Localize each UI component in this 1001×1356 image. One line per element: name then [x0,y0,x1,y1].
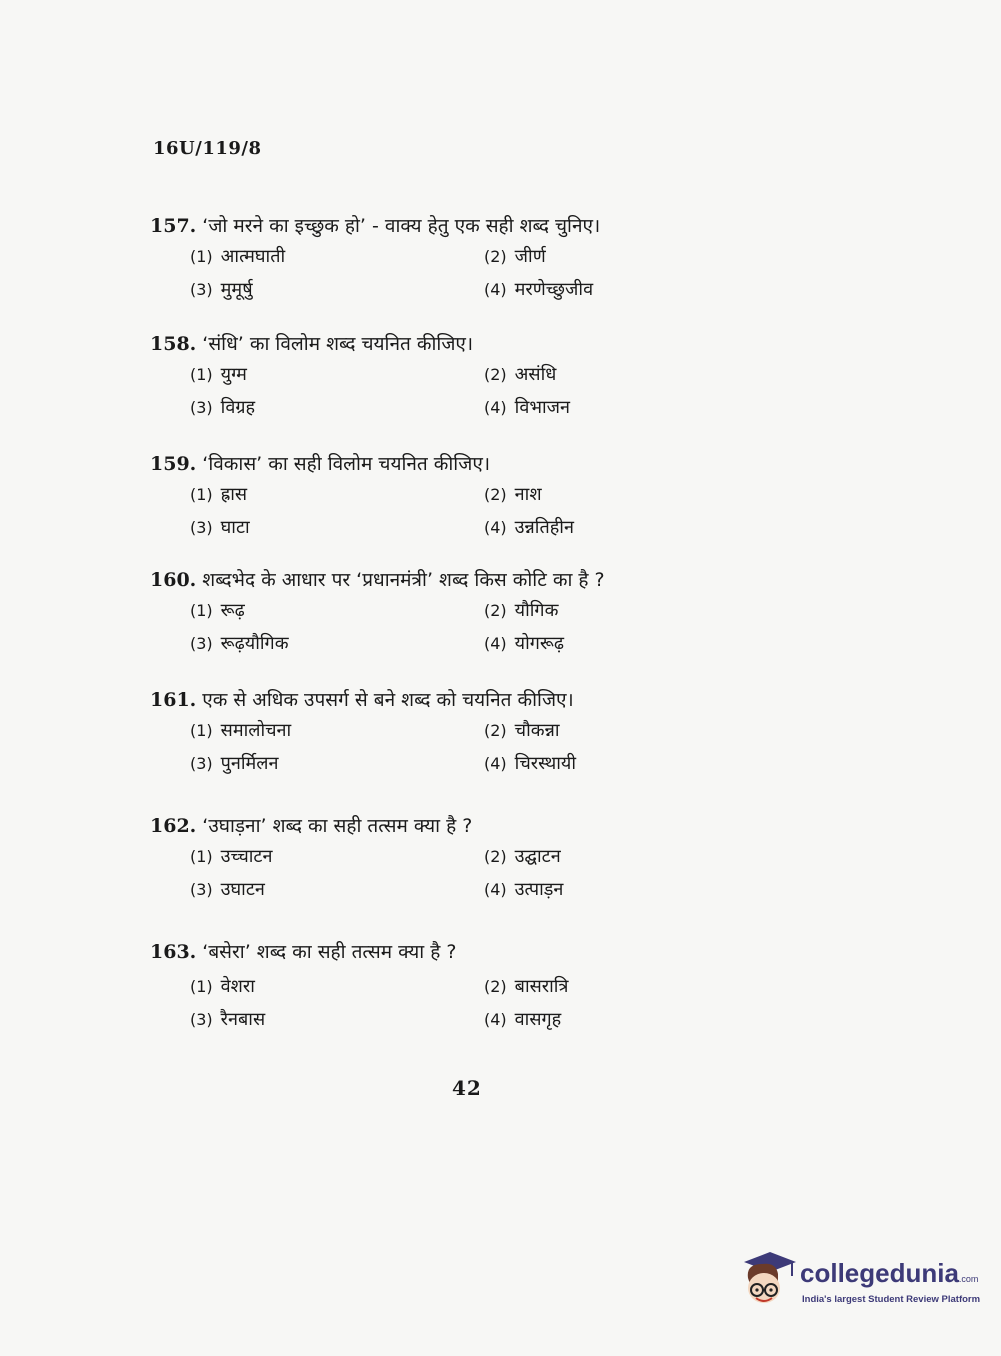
option-1: (1) आत्मघाती [190,246,286,267]
question-text: ‘उघाड़ना’ शब्द का सही तत्सम क्या है ? [202,815,473,837]
option-2: (2) असंधि [484,364,557,385]
paper-code: 16U/119/8 [153,138,262,159]
logo-brand: collegedunia [800,1258,959,1288]
options [150,244,710,314]
question-text: ‘विकास’ का सही विलोम चयनित कीजिए। [202,453,491,475]
question-number: 158. [150,333,197,355]
question-160 [150,566,710,668]
logo-domain: .com [958,1274,979,1284]
options [150,362,710,432]
option-4: (4) योगरूढ़ [484,633,565,654]
option-3: (3) रूढ़यौगिक [190,633,289,654]
option-1: (1) उच्चाटन [190,846,273,867]
options [150,598,710,668]
option-2: (2) नाश [484,484,542,505]
question-text: ‘बसेरा’ शब्द का सही तत्सम क्या है ? [202,941,457,963]
option-2: (2) चौकन्ना [484,720,560,741]
question-number: 161. [150,689,197,711]
option-1: (1) युग्म [190,364,247,385]
options [150,482,710,552]
collegedunia-watermark [740,1248,980,1318]
option-2: (2) यौगिक [484,600,559,621]
question-number: 160. [150,569,197,591]
question-text: एक से अधिक उपसर्ग से बने शब्द को चयनित कीजिए। [202,689,574,711]
question-158 [150,330,710,432]
option-3: (3) घाटा [190,517,250,538]
option-4: (4) विभाजन [484,397,571,418]
option-4: (4) उन्नतिहीन [484,517,574,538]
question-number: 159. [150,453,197,475]
student-mascot-icon [740,1248,796,1310]
question-number: 163. [150,941,197,963]
option-2: (2) जीर्ण [484,246,546,267]
option-3: (3) उघाटन [190,879,265,900]
option-4: (4) चिरस्थायी [484,753,577,774]
question-162 [150,812,710,914]
options [150,844,710,914]
options [150,974,710,1044]
question-text: ‘जो मरने का इच्छुक हो’ - वाक्य हेतु एक सही शब्द चुनिए। [202,215,601,237]
question-number: 162. [150,815,197,837]
options [150,718,710,788]
question-159 [150,450,710,552]
question-text: ‘संधि’ का विलोम शब्द चयनित कीजिए। [202,333,474,355]
option-1: (1) समालोचना [190,720,292,741]
question-157 [150,212,710,314]
question-text: शब्दभेद के आधार पर ‘प्रधानमंत्री’ शब्द किस कोटि का है ? [202,569,605,591]
question-number: 157. [150,215,197,237]
question-161 [150,686,710,788]
logo-tagline: India's largest Student Review Platform [802,1294,981,1305]
option-4: (4) वासगृह [484,1009,562,1030]
option-3: (3) मुमूर्षु [190,279,253,300]
option-3: (3) विग्रह [190,397,256,418]
option-3: (3) रैनबास [190,1009,266,1030]
option-4: (4) मरणेच्छुजीव [484,279,594,300]
option-4: (4) उत्पाड़न [484,879,564,900]
question-163 [150,938,710,1044]
option-1: (1) रूढ़ [190,600,245,621]
option-2: (2) उद्घाटन [484,846,561,867]
page-number: 42 [452,1076,482,1100]
option-2: (2) बासरात्रि [484,976,569,997]
option-3: (3) पुनर्मिलन [190,753,279,774]
option-1: (1) ह्रास [190,484,248,505]
option-1: (1) वेशरा [190,976,255,997]
